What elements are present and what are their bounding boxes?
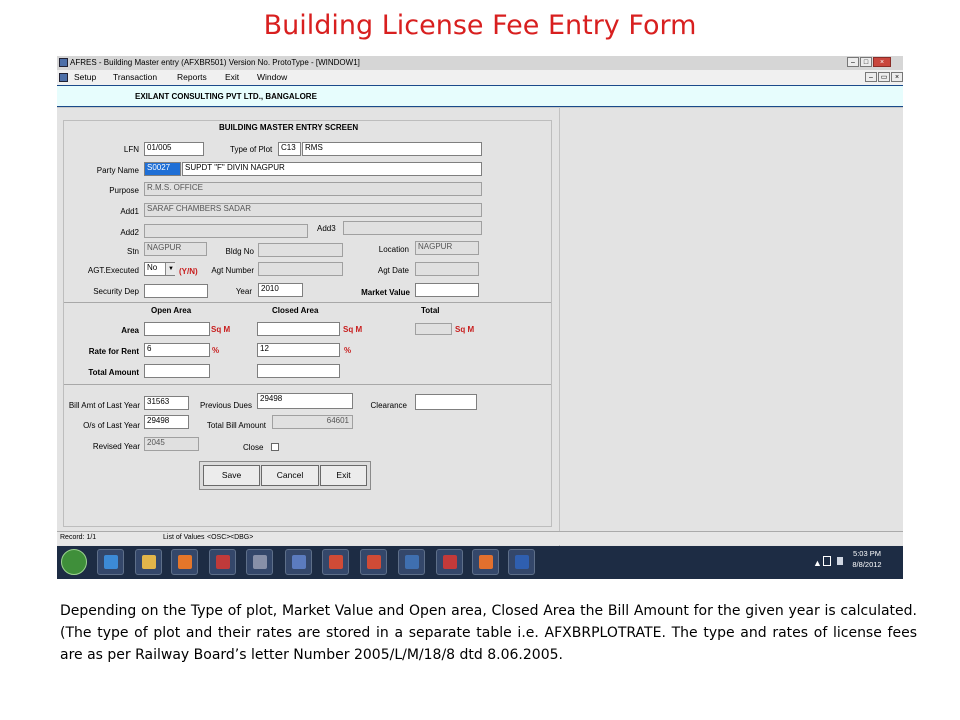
app-screenshot	[57, 56, 903, 579]
building-master-panel	[63, 120, 552, 527]
app-icon	[292, 555, 306, 569]
app-icon	[253, 555, 267, 569]
revised-year-label: Revised Year	[92, 442, 140, 451]
market-value-field[interactable]	[415, 283, 479, 297]
close-checkbox[interactable]	[271, 443, 279, 451]
tray-arrow-icon[interactable]: ▲	[813, 558, 822, 568]
dbg-indicator: <DBG>	[230, 534, 254, 541]
total-bill-field[interactable]: 64601	[272, 415, 353, 429]
osc-indicator: <OSC>	[207, 534, 231, 541]
list-of-values: List of Values	[163, 534, 205, 541]
maximize-button[interactable]: □	[860, 57, 872, 67]
document-icon	[59, 73, 68, 82]
security-dep-label: Security Dep	[93, 287, 139, 296]
party-code-field[interactable]: S0027	[144, 162, 181, 176]
exit-button[interactable]: Exit	[320, 465, 367, 486]
closed-area-unit: Sq M	[343, 325, 363, 334]
add3-field[interactable]	[343, 221, 482, 235]
add2-field[interactable]	[144, 224, 308, 238]
taskbar-app8[interactable]	[472, 549, 499, 575]
closed-area-header: Closed Area	[272, 306, 319, 315]
start-button[interactable]	[61, 549, 87, 575]
party-name-field[interactable]: SUPDT "F" DIVIN NAGPUR	[182, 162, 482, 176]
plot-type-code-field[interactable]: C13	[278, 142, 301, 156]
os-last-year-field[interactable]: 29498	[144, 415, 189, 429]
open-area-header: Open Area	[151, 306, 192, 315]
clock-date: 8/8/2012	[852, 560, 882, 569]
add1-label: Add1	[120, 207, 139, 216]
taskbar-app2[interactable]	[246, 549, 273, 575]
add3-label: Add3	[317, 224, 336, 233]
total-amount-label: Total Amount	[88, 368, 139, 377]
child-restore-button[interactable]: ▭	[878, 72, 890, 82]
app-icon	[405, 555, 419, 569]
previous-dues-field[interactable]: 29498	[257, 393, 353, 409]
area-label: Area	[121, 326, 139, 335]
agt-executed-value: No	[147, 263, 158, 272]
form-area	[57, 108, 903, 578]
revised-year-field[interactable]: 2045	[144, 437, 199, 451]
taskbar-app5[interactable]	[360, 549, 387, 575]
taskbar-app1[interactable]	[209, 549, 236, 575]
folder-icon	[142, 555, 156, 569]
window-titlebar	[57, 56, 903, 70]
open-area-field[interactable]	[144, 322, 210, 336]
save-button[interactable]: Save	[203, 465, 260, 486]
taskbar-app3[interactable]	[285, 549, 312, 575]
lfn-field[interactable]: 01/005	[144, 142, 204, 156]
pane-divider	[559, 108, 560, 578]
cancel-button[interactable]: Cancel	[261, 465, 319, 486]
caption-text: Depending on the Type of plot, Market Value and Open area, Closed Area the Bill Amount for the given year is calculated. (The type of plot and their rates are stored in a separate table i.e. AFXBRPLOTRATE. The type and rates of license fees are as per Railway Board’s letter Number 2005/L/M/18/8 dtd 8.06.2005.	[60, 603, 917, 663]
menu-exit[interactable]: Exit	[225, 72, 240, 82]
market-value-label: Market Value	[361, 288, 410, 297]
open-area-unit: Sq M	[211, 325, 231, 334]
security-dep-field[interactable]	[144, 284, 208, 298]
ie-icon	[104, 555, 118, 569]
closed-rate-percent: %	[344, 346, 352, 355]
plot-type-name-field[interactable]: RMS	[302, 142, 482, 156]
divider	[64, 384, 551, 385]
media-icon	[178, 555, 192, 569]
screen-title: BUILDING MASTER ENTRY SCREEN	[219, 123, 359, 132]
closed-area-field[interactable]	[257, 322, 340, 336]
taskbar-media[interactable]	[171, 549, 198, 575]
child-close-button[interactable]: ×	[891, 72, 903, 82]
agt-executed-label: AGT.Executed	[87, 266, 139, 275]
taskbar	[57, 546, 903, 579]
menu-bar	[57, 70, 903, 85]
network-icon[interactable]	[823, 556, 831, 566]
window-title: AFRES - Building Master entry (AFXBR501) Version No. ProtoType - [WINDOW1]	[70, 58, 360, 67]
year-label: Year	[235, 287, 252, 296]
stn-label: Stn	[126, 247, 139, 256]
clearance-field[interactable]	[415, 394, 477, 410]
app-icon	[59, 58, 68, 67]
taskbar-explorer[interactable]	[135, 549, 162, 575]
lfn-label: LFN	[123, 145, 139, 154]
total-area-unit: Sq M	[455, 325, 475, 334]
add2-label: Add2	[120, 228, 139, 237]
open-rate-field[interactable]: 6	[144, 343, 210, 357]
menu-reports[interactable]: Reports	[177, 72, 207, 82]
total-bill-label: Total Bill Amount	[206, 421, 266, 430]
menu-window[interactable]: Window	[257, 72, 288, 82]
total-header: Total	[421, 306, 440, 315]
year-field[interactable]: 2010	[258, 283, 303, 297]
word-icon	[515, 555, 529, 569]
menu-transaction[interactable]: Transaction	[113, 72, 158, 82]
bldg-label: Bldg No	[225, 247, 254, 256]
taskbar-app7[interactable]	[436, 549, 463, 575]
os-last-year-label: O/s of Last Year	[83, 421, 140, 430]
stn-field[interactable]: NAGPUR	[144, 242, 207, 256]
company-banner	[57, 85, 903, 107]
agt-number-label: Agt Number	[211, 266, 254, 275]
taskbar-app4[interactable]	[322, 549, 349, 575]
bldg-field[interactable]	[258, 243, 343, 257]
close-label: Close	[243, 443, 264, 452]
add1-field[interactable]: SARAF CHAMBERS SADAR	[144, 203, 482, 217]
taskbar-ie[interactable]	[97, 549, 124, 575]
party-label: Party Name	[96, 166, 139, 175]
slide-title: Building License Fee Entry Form	[263, 10, 697, 41]
volume-icon[interactable]	[837, 557, 843, 565]
open-rate-percent: %	[212, 346, 220, 355]
clearance-label: Clearance	[370, 401, 407, 410]
agt-date-label: Agt Date	[377, 266, 409, 275]
company-name: EXILANT CONSULTING PVT LTD., BANGALORE	[135, 92, 317, 101]
close-button[interactable]: ×	[873, 57, 891, 67]
menu-setup[interactable]: Setup	[74, 72, 97, 82]
record-indicator: Record: 1/1	[60, 534, 97, 541]
taskbar-app9[interactable]	[508, 549, 535, 575]
plot-type-label: Type of Plot	[230, 145, 273, 154]
location-label: Location	[378, 245, 409, 254]
location-field[interactable]: NAGPUR	[415, 241, 479, 255]
app-icon	[329, 555, 343, 569]
agt-date-field[interactable]	[415, 262, 479, 276]
child-minimize-button[interactable]: –	[865, 72, 877, 82]
agt-number-field[interactable]	[258, 262, 343, 276]
closed-total-amount-field[interactable]	[257, 364, 340, 378]
bill-last-year-label: Bill Amt of Last Year	[68, 401, 140, 410]
total-area-field[interactable]	[415, 323, 452, 335]
powerpoint-icon	[479, 555, 493, 569]
divider	[64, 302, 551, 303]
chevron-down-icon[interactable]: ▼	[165, 263, 176, 275]
open-total-amount-field[interactable]	[144, 364, 210, 378]
minimize-button[interactable]: –	[847, 57, 859, 67]
app-icon	[443, 555, 457, 569]
purpose-label: Purpose	[109, 186, 139, 195]
rate-for-rent-label: Rate for Rent	[88, 347, 139, 356]
clock-time: 5:03 PM	[853, 549, 881, 558]
taskbar-app6[interactable]	[398, 549, 425, 575]
closed-rate-field[interactable]: 12	[257, 343, 340, 357]
bill-last-year-field[interactable]: 31563	[144, 396, 189, 410]
app-icon	[367, 555, 381, 569]
status-bar	[57, 531, 903, 545]
purpose-field[interactable]: R.M.S. OFFICE	[144, 182, 482, 196]
app-icon	[216, 555, 230, 569]
previous-dues-label: Previous Dues	[199, 401, 252, 410]
yn-hint: (Y/N)	[179, 267, 198, 276]
